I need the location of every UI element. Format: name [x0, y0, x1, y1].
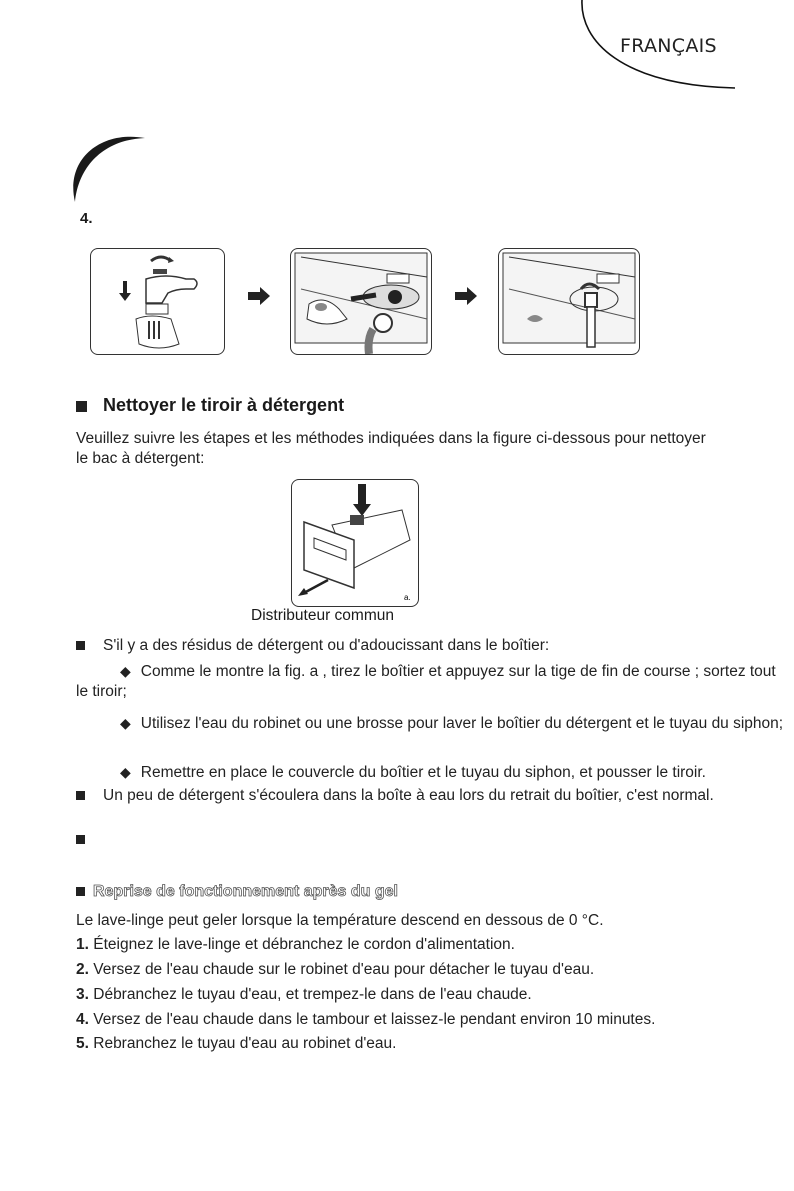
filter-remove-figure [290, 248, 432, 355]
figure-label: a. [404, 593, 411, 602]
step-num: 4. [76, 1011, 89, 1028]
step-num: 5. [76, 1035, 89, 1052]
detergent-title: Nettoyer le tiroir à détergent [103, 395, 345, 415]
freeze-intro: Le lave-linge peut geler lorsque la température descend en dessous de 0 °C. [76, 912, 604, 929]
sub-item-text: Utilisez l'eau du robinet ou une brosse pour laver le boîtier du détergent et le tuyau du siphon; [140, 715, 784, 732]
freeze-step-4 [76, 1010, 786, 1030]
bullet-square-icon [76, 791, 85, 800]
diamond-bullet-icon: ◆ [120, 663, 131, 679]
arrow-right-icon [248, 287, 270, 305]
step-text: Éteignez le lave-linge et débranchez le cordon d'alimentation. [93, 936, 515, 953]
sub-item-2 [76, 713, 786, 734]
normal-note [76, 786, 786, 806]
hose-illustration [499, 249, 639, 354]
sub-item-1 [76, 661, 776, 702]
step-num: 1. [76, 936, 89, 953]
freeze-section-title [76, 882, 676, 902]
arrow-right-icon [455, 287, 477, 305]
residue-bullet-text: S'il y a des résidus de détergent ou d'adoucissant dans le boîtier: [103, 637, 550, 654]
figure-caption: Distributeur commun [251, 607, 394, 624]
step-text: Versez de l'eau chaude dans le tambour et laissez-le pendant environ 10 minutes. [93, 1011, 656, 1028]
step-text: Débranchez le tuyau d'eau, et trempez-le dans de l'eau chaude. [93, 986, 532, 1003]
section-title-detergent [76, 395, 344, 416]
sub-item-text: Comme le montre la fig. a , tirez le boîtier et appuyez sur la tige de fin de course ; sortez tout le tiroir; [76, 663, 776, 700]
freeze-step-3 [76, 985, 776, 1005]
empty-bullet [76, 830, 85, 850]
sub-item-text: Remettre en place le couvercle du boîtier et le tuyau du siphon, et pousser le tiroir. [140, 764, 706, 781]
bullet-square-icon [76, 835, 85, 844]
filter-illustration [291, 249, 431, 354]
bullet-square-icon [76, 401, 87, 412]
bullet-square-icon [76, 887, 85, 896]
step-num: 3. [76, 986, 89, 1003]
language-label: FRANÇAIS [620, 35, 717, 57]
faucet-close-figure [90, 248, 225, 355]
drawer-illustration [292, 480, 418, 606]
normal-note-text: Un peu de détergent s'écoulera dans la boîte à eau lors du retrait du boîtier, c'est normal. [103, 787, 714, 804]
section-arc-decoration [60, 130, 160, 210]
freeze-step-5 [76, 1034, 776, 1054]
dispenser-drawer-figure [291, 479, 419, 607]
step-number: 4. [80, 210, 93, 227]
bullet-square-icon [76, 641, 85, 650]
step-text: Versez de l'eau chaude sur le robinet d'eau pour détacher le tuyau d'eau. [93, 961, 595, 978]
freeze-step-2 [76, 960, 776, 980]
step-num: 2. [76, 961, 89, 978]
freeze-title: Reprise de fonctionnement après du gel [93, 883, 398, 900]
detergent-intro: Veuillez suivre les étapes et les méthodes indiquées dans la figure ci-dessous pour nettoyer le bac à détergent: [76, 430, 706, 467]
diamond-bullet-icon: ◆ [120, 715, 131, 731]
sub-item-3 [76, 762, 776, 783]
hose-reconnect-figure [498, 248, 640, 355]
step-text: Rebranchez le tuyau d'eau au robinet d'eau. [93, 1035, 397, 1052]
freeze-step-1 [76, 935, 776, 955]
faucet-illustration [91, 249, 224, 354]
residue-bullet [76, 636, 776, 656]
diamond-bullet-icon: ◆ [120, 764, 131, 780]
